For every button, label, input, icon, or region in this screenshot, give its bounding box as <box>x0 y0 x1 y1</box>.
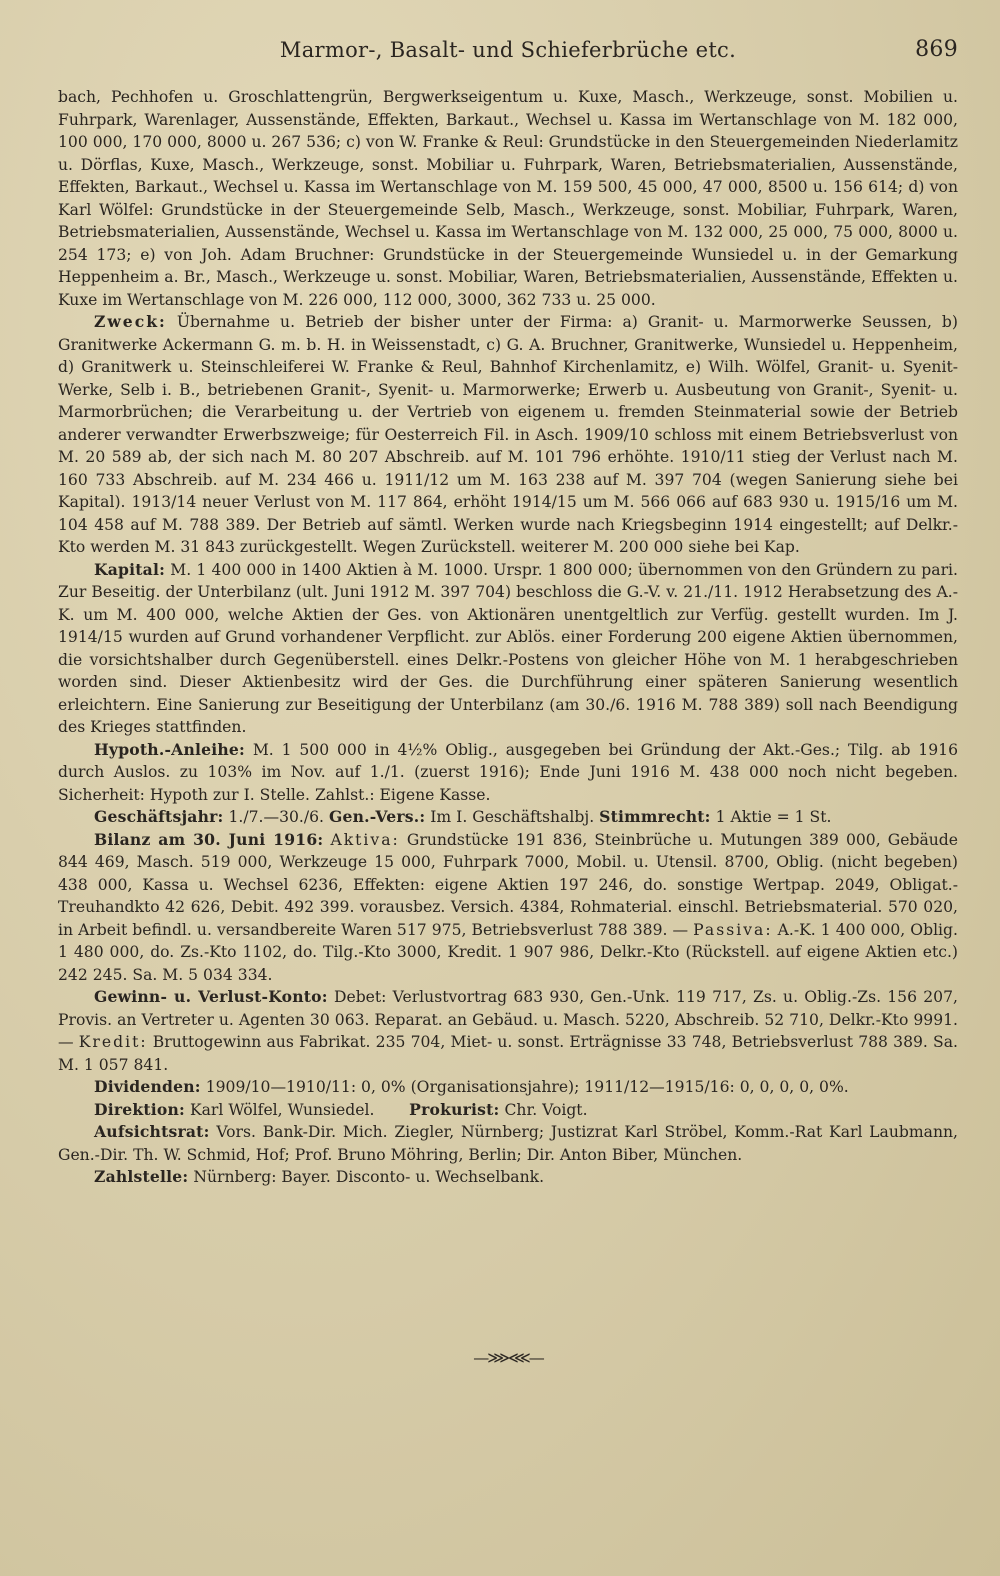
aufsichtsrat-label: Aufsichtsrat: <box>94 1122 210 1141</box>
kredit-text: Bruttogewinn aus Fabrikat. 235 704, Miet- u. sonst. Erträgnisse 33 748, Betriebsverlust 788 389. Sa. M. 1 057 841. <box>58 1033 958 1074</box>
running-title: Marmor-, Basalt- und Schieferbrüche etc. <box>279 38 737 62</box>
passiva-text: A.-K. 1 400 000, Oblig. 1 480 000, do. Zs.-Kto 1102, do. Tilg.-Kto 3000, Kredit. 1 907 986, Delkr.-Kto (Rückstell. auf eigene Aktien etc.) 242 245. Sa. M. 5 034 334. <box>58 920 958 984</box>
dividenden-paragraph <box>58 1076 958 1099</box>
kredit-label: Kredit: <box>78 1033 148 1051</box>
aktiva-label: Aktiva: <box>330 830 400 849</box>
dividenden-label: Dividenden: <box>94 1077 201 1096</box>
passiva-label: Passiva: <box>693 920 773 939</box>
bilanz-label: Bilanz am 30. Juni 1916: <box>94 829 324 849</box>
direktion-text: Karl Wölfel, Wunsiedel. <box>189 1100 375 1119</box>
guv-label: Gewinn- u. Verlust-Konto: <box>94 987 328 1006</box>
debet-label: Debet: <box>333 988 387 1006</box>
document-page <box>58 30 958 1369</box>
direktion-paragraph <box>58 1099 958 1122</box>
closing-ornament: —⋙⋘— <box>473 1347 543 1367</box>
kapital-label: Kapital: <box>94 559 166 579</box>
aufsichtsrat-paragraph <box>58 1121 958 1166</box>
kapital-paragraph <box>58 559 958 739</box>
zweck-paragraph <box>58 311 958 559</box>
entry-body <box>58 86 958 1369</box>
hypoth-paragraph <box>58 739 958 807</box>
hypoth-label: Hypoth.-Anleihe: <box>94 739 245 759</box>
stimmrecht-text: 1 Aktie = 1 St. <box>715 808 832 826</box>
zahlstelle-text: Nürnberg: Bayer. Disconto- u. Wechselbank. <box>193 1168 545 1186</box>
direktion-label: Direktion: <box>94 1099 186 1119</box>
zahlstelle-label: Zahlstelle: <box>94 1167 189 1186</box>
dividenden-text: 1909/10—1910/11: 0, 0% (Organisationsjahre); 1911/12—1915/16: 0, 0, 0, 0, 0%. <box>205 1078 849 1096</box>
meta-paragraph <box>58 806 958 829</box>
zahlstelle-paragraph <box>58 1166 958 1189</box>
gen-vers-label: Gen.-Vers.: <box>328 807 426 826</box>
debet-text: Verlustvortrag 683 930, Gen.-Unk. 119 717, Zs. u. Oblig.-Zs. 156 207, Provis. an Vertreter u. Agenten 30 063. Reparat. an Gebäud. u. Masch. 5220, Abschreib. 52 710, Delkr.-Kto 9991. — <box>58 988 958 1051</box>
bilanz-paragraph <box>58 829 958 987</box>
gen-vers-text: Im I. Geschäftshalbj. <box>430 808 595 826</box>
guv-paragraph <box>58 986 958 1076</box>
geschaeftsjahr-text: 1./7.—30./6. <box>228 808 325 826</box>
intro-paragraph: bach, Pechhofen u. Groschlattengrün, Bergwerkseigentum u. Kuxe, Masch., Werkzeuge, sonst. Mobilien u. Fuhrpark, Warenlager, Aussenstände, Effekten, Barkaut., Wechsel u. Kassa im Wertanschlage von M. 182 000, 100 000, 170 000, 8000 u. 267 536; c) von W. Franke & Reul: Grundstücke in den Steuergemeinden Niederlamitz u. Dörflas, Kuxe, Masch., Werkzeuge, sonst. Mobiliar u. Fuhrpark, Waren, Betriebsmaterialien, Aussenstände, Effekten, Barkaut., Wechsel u. Kassa im Wertanschlage von M. 159 500, 45 000, 47 000, 8500 u. 156 614; d) von Karl Wölfel: Grundstücke in der Steuergemeinde Selb, Masch., Werkzeuge, sonst. Mobiliar, Fuhrpark, Waren, Betriebsmaterialien, Aussenstände, Wechsel u. Kassa im Wertanschlage von M. 132 000, 25 000, 75 000, 8000 u. 254 173; e) von Joh. Adam Bruchner: Grundstücke in der Steuergemeinde Wunsiedel u. in der Gemarkung Heppenheim a. Br., Masch., Werkzeuge u. sonst. Mobiliar, Waren, Betriebsmaterialien, Aussenstände, Effekten u. Kuxe im Wertanschlage von M. 226 000, 112 000, 3000, 362 733 u. 25 000. <box>58 88 958 309</box>
kapital-text: M. 1 400 000 in 1400 Aktien à M. 1000. Urspr. 1 800 000; übernommen von den Gründern zu pari. Zur Beseitig. der Unterbilanz (ult. Juni 1912 M. 397 704) beschloss die G.-V. v. 21./11. 1912 Herabsetzung des A.-K. um M. 400 000, welche Aktien der Ges. von Aktionären unentgeltlich zur Verfüg. gestellt wurden. Im J. 1914/15 wurden auf Grund vorhandener Verpflicht. zur Ablös. einer Forderung 200 eigene Aktien übernommen, die vorsichtshalber durch Gegenüberstell. eines Delkr.-Postens von gleicher Höhe von M. 1 herabgeschrieben worden sind. Dieser Aktienbesitz wird der Ges. die Durchführung einer späteren Sanierung wesentlich erleichtern. Eine Sanierung zur Beseitigung der Unterbilanz (am 30./6. 1916 M. 788 389) soll nach Beendigung des Krieges stattfinden. <box>58 560 958 736</box>
aufsichtsrat-text: Vors. Bank-Dir. Mich. Ziegler, Nürnberg; Justizrat Karl Ströbel, Komm.-Rat Karl Laubmann, Gen.-Dir. Th. W. Schmid, Hof; Prof. Bruno Möhring, Berlin; Dir. Anton Biber, München. <box>58 1123 958 1164</box>
prokurist-label: Prokurist: <box>409 1099 500 1119</box>
aktiva-text: Grundstücke 191 836, Steinbrüche u. Mutungen 389 000, Gebäude 844 469, Masch. 519 000, Werkzeuge 15 000, Fuhrpark 7000, Mobil. u. Utensil. 8700, Oblig. (nicht begeben) 438 000, Kassa u. Wechsel 6236, Effekten: eigene Aktien 197 246, do. sonstige Wertpap. 2049, Obligat.-Treuhandkto 42 626, Debit. 492 399. vorausbez. Versich. 4384, Rohmaterial. einschl. Betriebsmaterial. 570 020, in Arbeit befindl. u. versandbereite Waren 517 975, Betriebsverlust 788 389. — <box>58 830 958 939</box>
stimmrecht-label: Stimmrecht: <box>599 807 711 826</box>
running-header <box>58 30 958 70</box>
zweck-text: Übernahme u. Betrieb der bisher unter der Firma: a) Granit- u. Marmorwerke Seussen, b) Granitwerke Ackermann G. m. b. H. in Weissenstadt, c) G. A. Bruchner, Granitwerke, Wunsiedel u. Heppenheim, d) Granitwerk u. Steinschleiferei W. Franke & Reul, Bahnhof Kirchenlamitz, e) Wilh. Wölfel, Granit- u. Syenit-Werke, Selb i. B., betriebenen Granit-, Syenit- u. Marmorwerke; Erwerb u. Ausbeutung von Granit-, Syenit- u. Marmorbrüchen; die Verarbeitung u. der Vertrieb von eigenem u. fremden Steinmaterial sowie der Betrieb anderer verwandter Erwerbszweige; für Oesterreich Fil. in Asch. 1909/10 schloss mit einem Betriebsverlust von M. 20 589 ab, der sich nach M. 80 207 Abschreib. auf M. 101 796 erhöhte. 1910/11 stieg der Verlust nach M. 160 733 Abschreib. auf M. 234 466 u. 1911/12 um M. 163 238 auf M. 397 704 (wegen Sanierung siehe bei Kapital). 1913/14 neuer Verlust von M. 117 864, erhöht 1914/15 um M. 566 066 auf 683 930 u. 1915/16 um M. 104 458 auf M. 788 389. Der Betrieb auf sämtl. Werken wurde nach Kriegsbeginn 1914 eingestellt; auf Delkr.-Kto werden M. 31 843 zurückgestellt. Wegen Zurückstell. weiterer M. 200 000 siehe bei Kap. <box>58 313 958 556</box>
prokurist-text: Chr. Voigt. <box>504 1100 588 1119</box>
zweck-label: Zweck: <box>94 312 167 331</box>
geschaeftsjahr-label: Geschäftsjahr: <box>94 807 224 826</box>
hypoth-text: M. 1 500 000 in 4½% Oblig., ausgegeben bei Gründung der Akt.-Ges.; Tilg. ab 1916 durch Auslos. zu 103% im Nov. auf 1./1. (zuerst 1916); Ende Juni 1916 M. 438 000 noch nicht begeben. Sicherheit: Hypoth zur I. Stelle. Zahlst.: Eigene Kasse. <box>58 740 958 804</box>
page-number: 869 <box>915 37 958 62</box>
